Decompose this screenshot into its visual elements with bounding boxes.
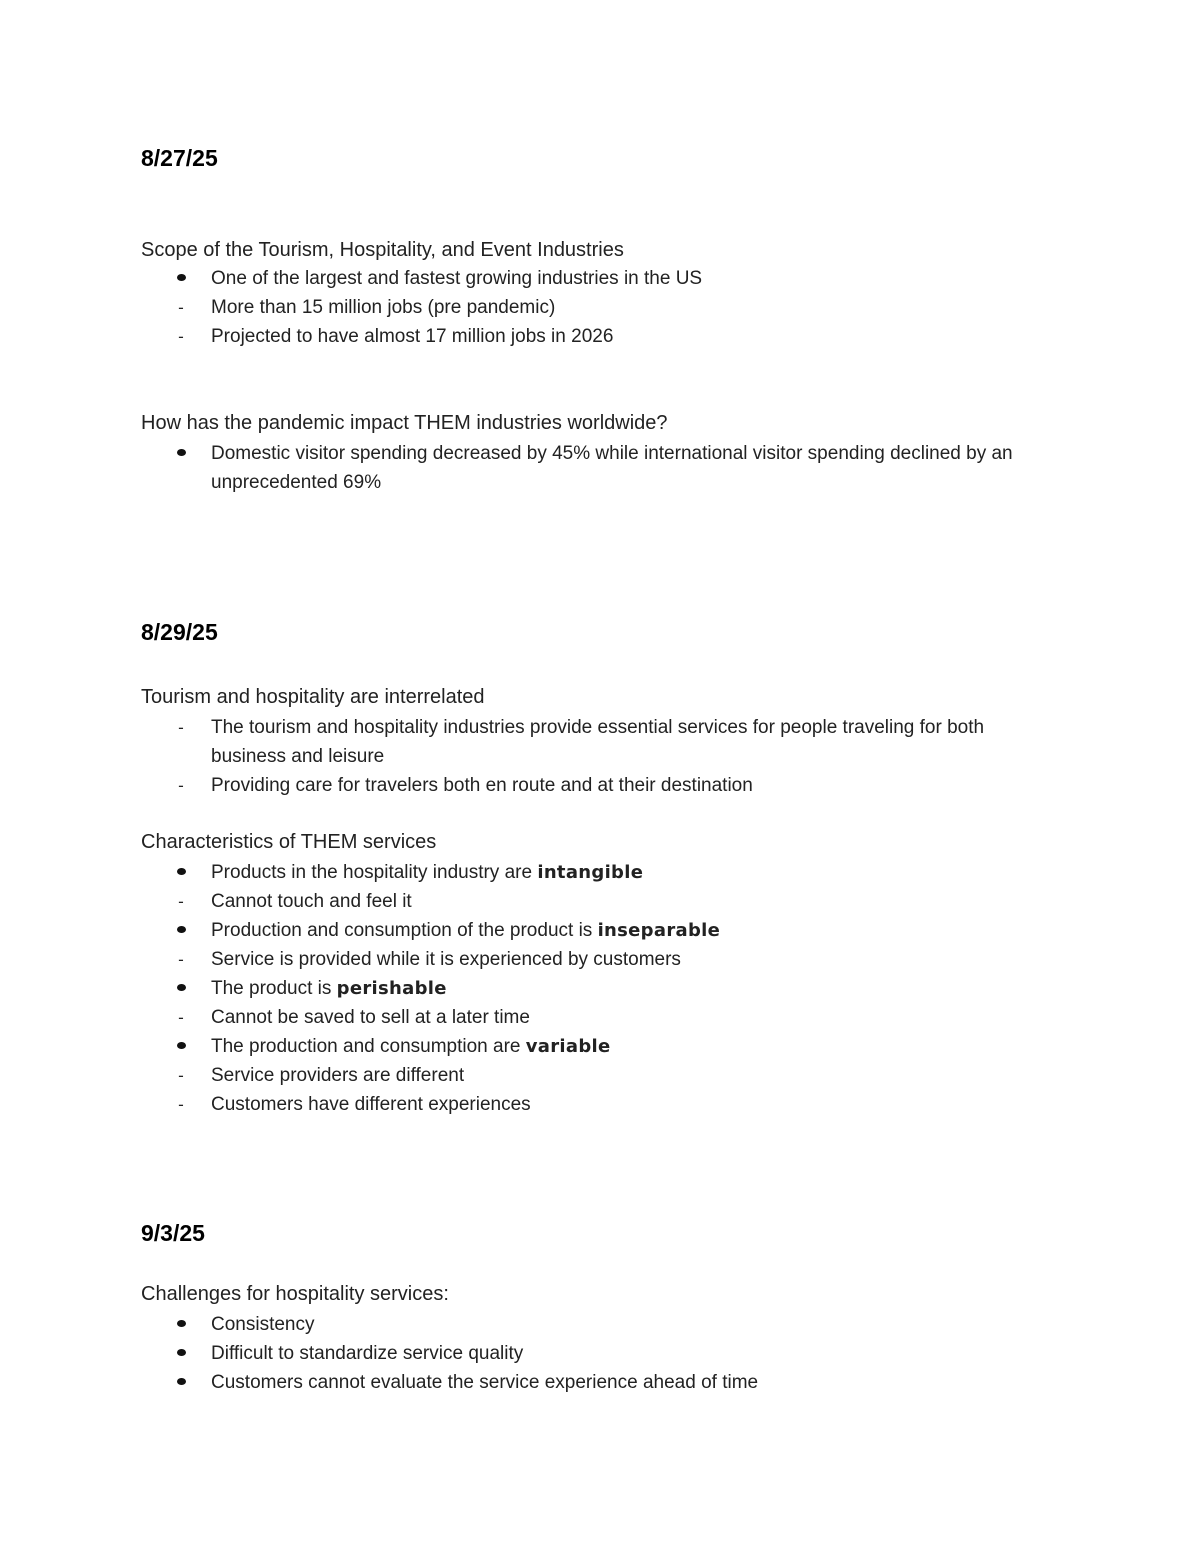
list-item xyxy=(0,322,1061,351)
list-item xyxy=(0,264,1061,293)
bullet-icon xyxy=(174,1368,188,1397)
list-item-text: Providing care for travelers both en route and at their destination xyxy=(211,775,753,796)
list-item xyxy=(0,713,1061,771)
list-item xyxy=(0,1061,1061,1090)
section-heading: Tourism and hospitality are interrelated xyxy=(141,686,485,708)
bullet-icon xyxy=(174,974,188,1003)
bullet-list xyxy=(0,858,1061,1119)
list-item xyxy=(0,1368,1061,1397)
list-item-text: Customers cannot evaluate the service experience ahead of time xyxy=(211,1372,759,1393)
bullet-icon xyxy=(174,439,188,468)
section-heading: Characteristics of THEM services xyxy=(141,831,437,853)
bullet-list xyxy=(0,713,1061,800)
dash-icon: - xyxy=(178,1095,184,1114)
list-item xyxy=(0,771,1061,800)
dash-icon: - xyxy=(178,327,184,346)
list-item-emphasis: perishable xyxy=(336,978,447,999)
list-item-text: The product is xyxy=(211,978,337,999)
list-item-text: Service providers are different xyxy=(211,1065,465,1086)
section-heading: Challenges for hospitality services: xyxy=(141,1283,449,1305)
bullet-icon xyxy=(174,858,188,887)
list-item-text: One of the largest and fastest growing industries in the US xyxy=(211,268,703,289)
bullet-icon xyxy=(174,1310,188,1339)
bullet-list xyxy=(0,264,1061,351)
bullet-list xyxy=(0,1310,1061,1397)
dash-icon: - xyxy=(178,1008,184,1027)
list-item xyxy=(0,1032,1061,1061)
list-item-emphasis: variable xyxy=(525,1036,611,1057)
list-item xyxy=(0,858,1061,887)
list-item-text: Service is provided while it is experienced by customers xyxy=(211,949,681,970)
list-item-text: Cannot be saved to sell at a later time xyxy=(211,1007,530,1028)
list-item-text: Difficult to standardize service quality xyxy=(211,1343,524,1364)
list-item-text: Products in the hospitality industry are xyxy=(211,862,538,883)
dash-icon: - xyxy=(178,298,184,317)
section-heading: How has the pandemic impact THEM industries worldwide? xyxy=(141,412,668,434)
list-item xyxy=(0,1003,1061,1032)
list-item xyxy=(0,293,1061,322)
list-item xyxy=(0,1339,1061,1368)
dash-icon: - xyxy=(178,892,184,911)
list-item xyxy=(0,974,1061,1003)
list-item-text: Production and consumption of the product is xyxy=(211,920,598,941)
list-item-text: More than 15 million jobs (pre pandemic) xyxy=(211,297,556,318)
list-item xyxy=(0,1090,1061,1119)
list-item xyxy=(0,945,1061,974)
list-item-text: Customers have different experiences xyxy=(211,1094,531,1115)
section-date: 8/29/25 xyxy=(141,619,218,645)
list-item-text: The tourism and hospitality industries provide essential services for people traveling for both business and leisure xyxy=(211,717,985,767)
section-date: 8/27/25 xyxy=(141,145,218,171)
list-item xyxy=(0,887,1061,916)
bullet-icon xyxy=(174,264,188,293)
bullet-list xyxy=(0,439,1061,497)
list-item xyxy=(0,916,1061,945)
list-item-emphasis: intangible xyxy=(537,862,644,883)
list-item xyxy=(0,1310,1061,1339)
list-item-text: Domestic visitor spending decreased by 45% while international visitor spending declined by an unprecedented 69% xyxy=(211,443,1013,493)
list-item-text: Consistency xyxy=(211,1314,315,1335)
section-date: 9/3/25 xyxy=(141,1220,205,1246)
section-heading: Scope of the Tourism, Hospitality, and Event Industries xyxy=(141,239,624,261)
list-item-text: The production and consumption are xyxy=(211,1036,526,1057)
dash-icon: - xyxy=(178,776,184,795)
dash-icon: - xyxy=(178,1066,184,1085)
dash-icon: - xyxy=(178,950,184,969)
list-item-emphasis: inseparable xyxy=(597,920,721,941)
list-item-text: Projected to have almost 17 million jobs in 2026 xyxy=(211,326,614,347)
list-item xyxy=(0,439,1061,497)
bullet-icon xyxy=(174,916,188,945)
list-item-text: Cannot touch and feel it xyxy=(211,891,412,912)
bullet-icon xyxy=(174,1032,188,1061)
dash-icon: - xyxy=(178,718,184,737)
bullet-icon xyxy=(174,1339,188,1368)
